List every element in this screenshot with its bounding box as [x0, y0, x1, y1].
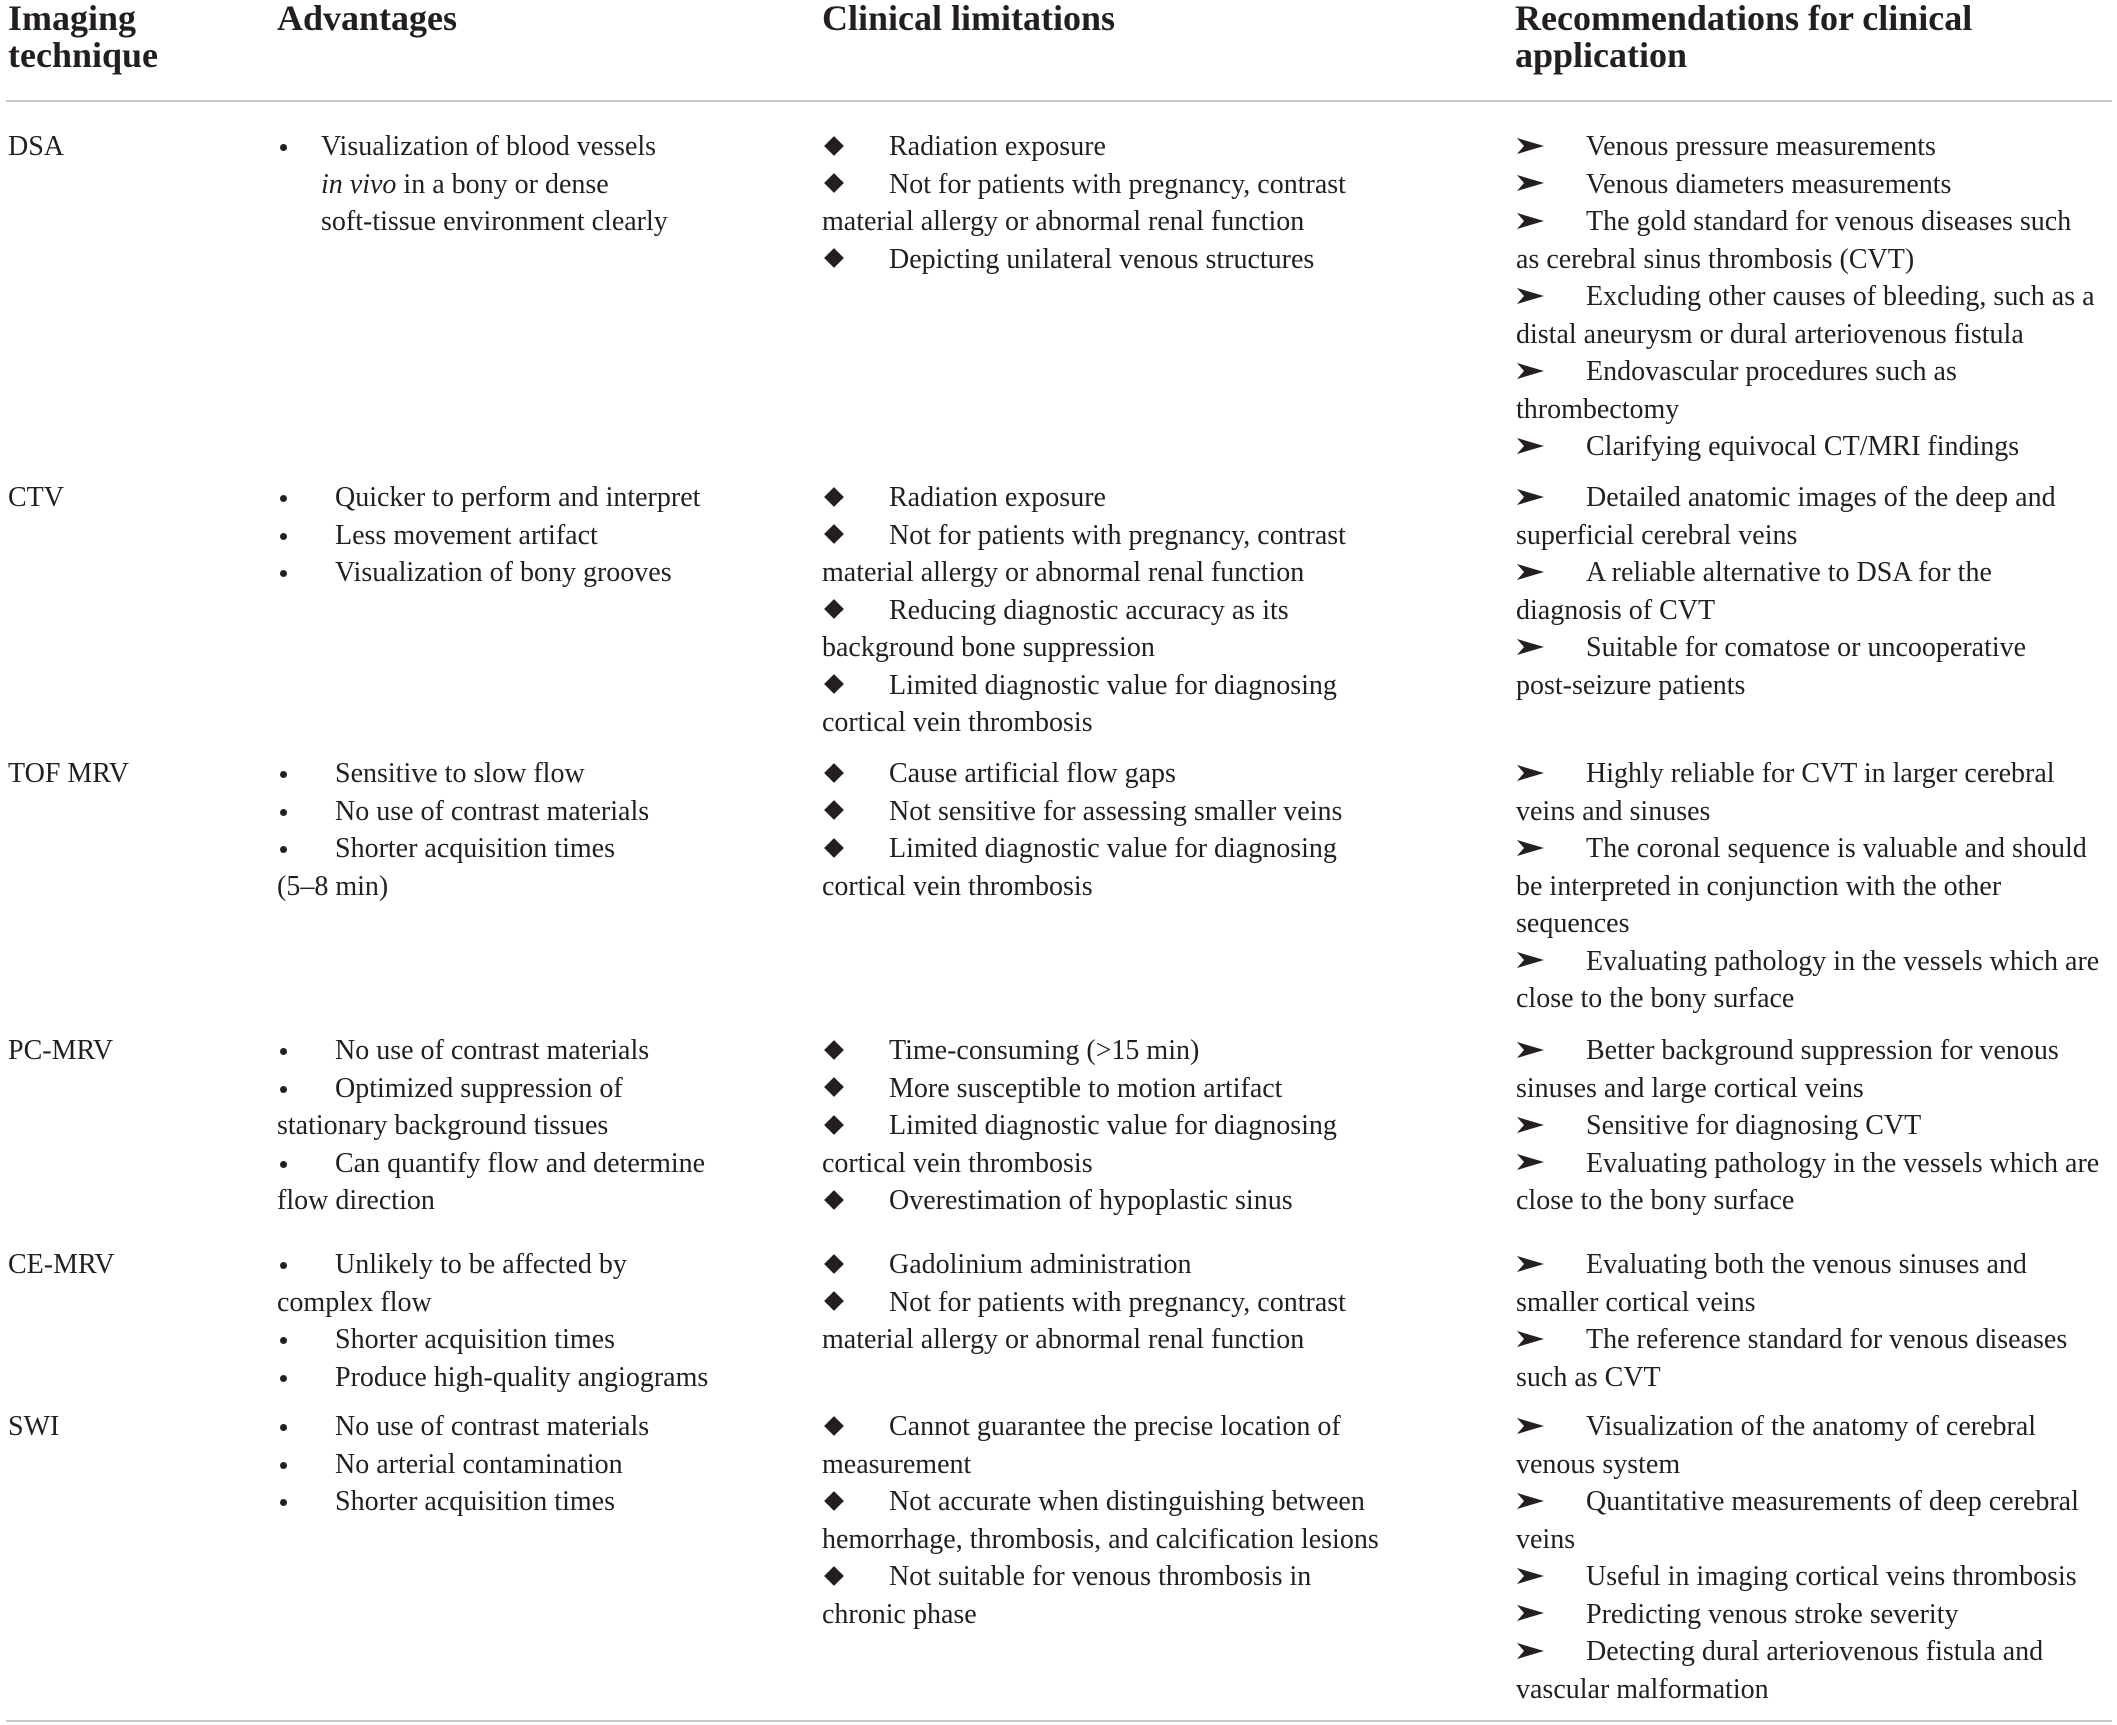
- recommendation-item: [1516, 428, 2114, 466]
- arrowhead-bullet-icon: [1516, 437, 1568, 455]
- advantage-item: [277, 1483, 777, 1521]
- recommendation-item-text: Venous pressure measurements: [1586, 131, 1936, 162]
- limitation-item: [822, 592, 1417, 630]
- limitation-item-text: cortical vein thrombosis: [822, 1147, 1093, 1179]
- recommendation-item-text: Detecting dural arteriovenous fistula and: [1586, 1636, 2044, 1667]
- recommendation-item-text: Sensitive for diagnosing CVT: [1586, 1110, 1922, 1141]
- row-limitations: [822, 128, 1417, 278]
- row-technique: DSA: [8, 131, 65, 162]
- limitation-item-text: Not accurate when distinguishing between: [889, 1486, 1365, 1517]
- limitation-item-continuation: [822, 629, 1417, 667]
- recommendation-item-continuation: [1516, 1446, 2114, 1484]
- bullet-dot-icon: [280, 809, 287, 816]
- limitation-item-text: Not for patients with pregnancy, contrast: [889, 519, 1346, 551]
- recommendation-item-text: such as CVT: [1516, 1361, 1661, 1393]
- recommendation-item: [1516, 1246, 2114, 1284]
- recommendation-item: [1516, 128, 2114, 166]
- recommendation-item: [1516, 1408, 2114, 1446]
- advantage-item-text: in a bony or dense: [396, 168, 609, 200]
- row-recommendations: [1516, 128, 2114, 466]
- row-limitations: [822, 1408, 1417, 1633]
- bullet-dot-icon: [280, 771, 287, 778]
- row-limitations: [822, 1032, 1417, 1220]
- limitation-item: [822, 830, 1417, 868]
- limitation-item-text: Time-consuming (>15 min): [889, 1035, 1200, 1066]
- advantage-item-text: Optimized suppression of: [335, 1072, 623, 1104]
- diamond-bullet-icon: [824, 1291, 844, 1311]
- row-advantages: [277, 128, 777, 241]
- limitation-item-continuation: [822, 554, 1417, 592]
- limitation-item: [822, 241, 1417, 279]
- advantage-item-text: Sensitive to slow flow: [335, 758, 585, 789]
- advantage-item-text: Visualization of blood vessels: [321, 131, 657, 162]
- recommendation-item: [1516, 943, 2114, 981]
- recommendation-item: [1516, 1558, 2114, 1596]
- recommendation-item: [1516, 203, 2114, 241]
- arrowhead-bullet-icon: [1516, 1567, 1568, 1585]
- recommendation-item: [1516, 1633, 2114, 1671]
- recommendation-item-continuation: [1516, 241, 2114, 279]
- recommendation-item-text: The gold standard for venous diseases such: [1586, 206, 2072, 237]
- advantage-item: [277, 1145, 777, 1183]
- arrowhead-bullet-icon: [1516, 1041, 1568, 1059]
- advantage-item-text: No arterial contamination: [335, 1448, 623, 1480]
- recommendation-item: [1516, 1321, 2114, 1359]
- bullet-dot-icon: [280, 144, 287, 151]
- arrowhead-bullet-icon: [1516, 1417, 1568, 1435]
- limitation-item-text: Not sensitive for assessing smaller veins: [889, 795, 1343, 827]
- arrowhead-bullet-icon: [1516, 488, 1568, 506]
- limitation-item-text: Radiation exposure: [889, 131, 1106, 162]
- limitation-item: [822, 1483, 1417, 1521]
- recommendation-item-text: close to the bony surface: [1516, 983, 1795, 1014]
- recommendation-item-text: sequences: [1516, 908, 1630, 939]
- header-imaging-technique: [8, 0, 248, 74]
- arrowhead-bullet-icon: [1516, 1492, 1568, 1510]
- diamond-bullet-icon: [824, 1040, 844, 1060]
- diamond-bullet-icon: [824, 1254, 844, 1274]
- recommendation-item: [1516, 479, 2114, 517]
- row-recommendations: [1516, 1408, 2114, 1708]
- header-advantages-label: Advantages: [277, 0, 458, 38]
- bullet-dot-icon: [280, 1337, 287, 1344]
- recommendation-item-text: The reference standard for venous diseases: [1586, 1324, 2068, 1355]
- advantage-item-continuation: [277, 203, 777, 241]
- recommendation-item-text: superficial cerebral veins: [1516, 519, 1798, 551]
- recommendation-item-text: Endovascular procedures such as: [1586, 356, 1957, 387]
- limitation-item-continuation: [822, 1446, 1417, 1484]
- limitation-item-text: Depicting unilateral venous structures: [889, 243, 1315, 275]
- recommendation-item-text: Useful in imaging cortical veins thrombosis: [1586, 1561, 2077, 1592]
- limitation-item: [822, 793, 1417, 831]
- advantage-item: [277, 517, 777, 555]
- recommendation-item-text: Quantitative measurements of deep cerebral: [1586, 1486, 2079, 1517]
- recommendation-item-continuation: [1516, 1284, 2114, 1322]
- recommendation-item-text: The coronal sequence is valuable and should: [1586, 833, 2087, 864]
- limitation-item-text: background bone suppression: [822, 632, 1155, 663]
- row-technique: PC-MRV: [8, 1035, 114, 1066]
- advantage-item-text: No use of contrast materials: [335, 795, 650, 827]
- limitation-item-continuation: [822, 704, 1417, 742]
- arrowhead-bullet-icon: [1516, 137, 1568, 155]
- arrowhead-bullet-icon: [1516, 1116, 1568, 1134]
- recommendation-item: [1516, 629, 2114, 667]
- recommendation-item-continuation: [1516, 391, 2114, 429]
- row-limitations: [822, 1246, 1417, 1359]
- advantage-item: [277, 830, 777, 868]
- advantage-item-text: Unlikely to be affected by: [335, 1249, 627, 1280]
- row-technique: SWI: [8, 1411, 60, 1442]
- recommendation-item-continuation: [1516, 316, 2114, 354]
- diamond-bullet-icon: [824, 248, 844, 268]
- recommendation-item-text: venous system: [1516, 1448, 1681, 1480]
- recommendation-item-continuation: [1516, 980, 2114, 1018]
- recommendation-item-text: as cerebral sinus thrombosis (CVT): [1516, 243, 1915, 275]
- limitation-item: [822, 1107, 1417, 1145]
- advantage-item-text: No use of contrast materials: [335, 1411, 650, 1442]
- recommendation-item: [1516, 1145, 2114, 1183]
- recommendation-item-text: thrombectomy: [1516, 393, 1680, 425]
- advantage-item: [277, 1408, 777, 1446]
- advantage-item-continuation: [277, 1107, 777, 1145]
- advantage-item: [277, 755, 777, 793]
- recommendation-item: [1516, 830, 2114, 868]
- limitation-item-text: material allergy or abnormal renal function: [822, 557, 1305, 588]
- advantage-item-text: complex flow: [277, 1286, 432, 1318]
- advantage-item: [277, 479, 777, 517]
- recommendation-item-text: Excluding other causes of bleeding, such as a: [1586, 281, 2095, 312]
- limitation-item: [822, 1284, 1417, 1322]
- arrowhead-bullet-icon: [1516, 287, 1568, 305]
- recommendation-item: [1516, 1107, 2114, 1145]
- advantage-item-text: stationary background tissues: [277, 1110, 609, 1141]
- recommendation-item: [1516, 755, 2114, 793]
- advantage-item: [277, 1032, 777, 1070]
- bullet-dot-icon: [280, 1161, 287, 1168]
- header-divider: [6, 100, 2112, 102]
- limitation-item-text: Not for patients with pregnancy, contrast: [889, 168, 1346, 200]
- recommendation-item-continuation: [1516, 1671, 2114, 1709]
- recommendation-item-text: Visualization of the anatomy of cerebral: [1586, 1411, 2037, 1442]
- limitation-item: [822, 517, 1417, 555]
- advantage-item-continuation: [277, 868, 777, 906]
- limitation-item: [822, 1070, 1417, 1108]
- recommendation-item-text: Highly reliable for CVT in larger cerebral: [1586, 758, 2055, 789]
- diamond-bullet-icon: [824, 524, 844, 544]
- advantage-item-text: (5–8 min): [277, 870, 389, 902]
- limitation-item-text: measurement: [822, 1448, 972, 1480]
- recommendation-item-text: Clarifying equivocal CT/MRI findings: [1586, 431, 2020, 462]
- recommendation-item-continuation: [1516, 1182, 2114, 1220]
- diamond-bullet-icon: [824, 173, 844, 193]
- advantage-item-text: Shorter acquisition times: [335, 833, 615, 864]
- recommendation-item-continuation: [1516, 868, 2114, 906]
- recommendation-item-text: be interpreted in conjunction with the other: [1516, 870, 2002, 902]
- limitation-item-continuation: [822, 203, 1417, 241]
- recommendation-item: [1516, 554, 2114, 592]
- advantage-item-text: Less movement artifact: [335, 519, 598, 551]
- limitation-item-text: cortical vein thrombosis: [822, 870, 1093, 902]
- advantage-item-italic-text: in vivo: [321, 168, 397, 200]
- arrowhead-bullet-icon: [1516, 951, 1568, 969]
- row-recommendations: [1516, 1032, 2114, 1220]
- advantage-item-continuation: [277, 166, 777, 204]
- bullet-dot-icon: [280, 1424, 287, 1431]
- recommendation-item-text: Evaluating pathology in the vessels which are: [1586, 1147, 2100, 1179]
- diamond-bullet-icon: [824, 1190, 844, 1210]
- header-clinical-limitations: [822, 0, 1482, 37]
- advantage-item: [277, 1359, 777, 1397]
- row-recommendations: [1516, 479, 2114, 704]
- limitation-item-text: Not for patients with pregnancy, contrast: [889, 1286, 1346, 1318]
- recommendation-item-continuation: [1516, 517, 2114, 555]
- limitation-item: [822, 755, 1417, 793]
- advantage-item-text: Shorter acquisition times: [335, 1486, 615, 1517]
- advantage-item: [277, 1070, 777, 1108]
- advantage-item: [277, 793, 777, 831]
- diamond-bullet-icon: [824, 1115, 844, 1135]
- row-recommendations: [1516, 1246, 2114, 1396]
- row-advantages: [277, 755, 777, 905]
- limitation-item-continuation: [822, 1145, 1417, 1183]
- limitation-item: [822, 1246, 1417, 1284]
- header-recommendations-line1: Recommendations for clinical: [1515, 0, 1973, 38]
- limitation-item: [822, 166, 1417, 204]
- recommendation-item: [1516, 353, 2114, 391]
- row-limitations: [822, 755, 1417, 905]
- advantage-item-text: flow direction: [277, 1185, 435, 1216]
- arrowhead-bullet-icon: [1516, 563, 1568, 581]
- advantage-item-text: soft-tissue environment clearly: [321, 206, 668, 237]
- recommendation-item-continuation: [1516, 1359, 2114, 1397]
- arrowhead-bullet-icon: [1516, 839, 1568, 857]
- limitation-item-continuation: [822, 1596, 1417, 1634]
- limitation-item-text: Limited diagnostic value for diagnosing: [889, 833, 1337, 864]
- diamond-bullet-icon: [824, 800, 844, 820]
- header-technique-line2: technique: [8, 35, 159, 75]
- limitation-item-text: Cause artificial flow gaps: [889, 758, 1176, 789]
- limitation-item-text: Not suitable for venous thrombosis in: [889, 1561, 1312, 1592]
- arrowhead-bullet-icon: [1516, 1153, 1568, 1171]
- limitation-item: [822, 667, 1417, 705]
- row-technique: TOF MRV: [8, 758, 129, 789]
- row-advantages: [277, 479, 777, 592]
- table-bottom-rule: [6, 1720, 2112, 1722]
- diamond-bullet-icon: [824, 674, 844, 694]
- arrowhead-bullet-icon: [1516, 1604, 1568, 1622]
- bullet-dot-icon: [280, 1375, 287, 1382]
- recommendation-item-continuation: [1516, 793, 2114, 831]
- limitation-item-text: Reducing diagnostic accuracy as its: [889, 594, 1289, 626]
- limitation-item: [822, 1032, 1417, 1070]
- row-advantages: [277, 1246, 777, 1396]
- recommendation-item: [1516, 1596, 2114, 1634]
- recommendation-item-continuation: [1516, 667, 2114, 705]
- arrowhead-bullet-icon: [1516, 1330, 1568, 1348]
- bullet-dot-icon: [280, 495, 287, 502]
- recommendation-item-text: veins and sinuses: [1516, 795, 1711, 827]
- bullet-dot-icon: [280, 1086, 287, 1093]
- recommendation-item-continuation: [1516, 905, 2114, 943]
- header-recommendations-line2: application: [1515, 35, 1688, 75]
- advantage-item: [277, 554, 777, 592]
- diamond-bullet-icon: [824, 838, 844, 858]
- limitation-item-text: material allergy or abnormal renal function: [822, 1324, 1305, 1355]
- advantage-item: [277, 128, 777, 166]
- diamond-bullet-icon: [824, 1077, 844, 1097]
- arrowhead-bullet-icon: [1516, 174, 1568, 192]
- advantage-item-text: Visualization of bony grooves: [335, 557, 672, 588]
- arrowhead-bullet-icon: [1516, 1642, 1568, 1660]
- limitation-item-continuation: [822, 1521, 1417, 1559]
- advantage-item: [277, 1246, 777, 1284]
- limitation-item-text: Radiation exposure: [889, 482, 1106, 513]
- limitation-item-text: Overestimation of hypoplastic sinus: [889, 1185, 1293, 1216]
- recommendation-item-continuation: [1516, 1521, 2114, 1559]
- limitation-item-continuation: [822, 1321, 1417, 1359]
- limitation-item-text: chronic phase: [822, 1598, 977, 1630]
- recommendation-item-text: diagnosis of CVT: [1516, 594, 1716, 626]
- recommendation-item: [1516, 278, 2114, 316]
- limitation-item: [822, 1408, 1417, 1446]
- advantage-item-text: Quicker to perform and interpret: [335, 482, 701, 513]
- row-advantages: [277, 1032, 777, 1220]
- recommendation-item-text: smaller cortical veins: [1516, 1286, 1756, 1318]
- limitation-item: [822, 479, 1417, 517]
- advantage-item-text: Shorter acquisition times: [335, 1324, 615, 1355]
- diamond-bullet-icon: [824, 487, 844, 507]
- limitation-item-text: cortical vein thrombosis: [822, 707, 1093, 738]
- limitation-item-continuation: [822, 868, 1417, 906]
- recommendation-item-text: Suitable for comatose or uncooperative: [1586, 632, 2027, 663]
- advantage-item-continuation: [277, 1284, 777, 1322]
- bullet-dot-icon: [280, 1462, 287, 1469]
- recommendation-item-text: Venous diameters measurements: [1586, 168, 1952, 200]
- advantage-item-continuation: [277, 1182, 777, 1220]
- row-advantages: [277, 1408, 777, 1521]
- recommendation-item-text: post-seizure patients: [1516, 669, 1746, 701]
- limitation-item: [822, 1182, 1417, 1220]
- bullet-dot-icon: [280, 1048, 287, 1055]
- limitation-item-text: Cannot guarantee the precise location of: [889, 1411, 1341, 1442]
- advantage-item-text: Produce high-quality angiograms: [335, 1361, 709, 1393]
- arrowhead-bullet-icon: [1516, 1255, 1568, 1273]
- recommendation-item-text: Evaluating both the venous sinuses and: [1586, 1249, 2027, 1280]
- arrowhead-bullet-icon: [1516, 764, 1568, 782]
- header-advantages: [277, 0, 777, 37]
- limitation-item-text: Limited diagnostic value for diagnosing: [889, 1110, 1337, 1141]
- bullet-dot-icon: [280, 570, 287, 577]
- recommendation-item-text: close to the bony surface: [1516, 1185, 1795, 1216]
- recommendation-item-text: vascular malformation: [1516, 1673, 1769, 1705]
- bullet-dot-icon: [280, 846, 287, 853]
- advantage-item-text: Can quantify flow and determine: [335, 1147, 706, 1179]
- diamond-bullet-icon: [824, 1566, 844, 1586]
- row-technique: CTV: [8, 482, 64, 513]
- recommendation-item-text: veins: [1516, 1523, 1576, 1555]
- recommendation-item-text: Predicting venous stroke severity: [1586, 1598, 1959, 1630]
- row-technique: CE-MRV: [8, 1249, 115, 1280]
- arrowhead-bullet-icon: [1516, 638, 1568, 656]
- diamond-bullet-icon: [824, 1491, 844, 1511]
- recommendation-item-text: Evaluating pathology in the vessels which are: [1586, 945, 2100, 977]
- row-limitations: [822, 479, 1417, 742]
- limitation-item: [822, 128, 1417, 166]
- limitation-item-text: hemorrhage, thrombosis, and calcification lesions: [822, 1523, 1379, 1555]
- recommendation-item-continuation: [1516, 592, 2114, 630]
- recommendation-item-continuation: [1516, 1070, 2114, 1108]
- advantage-item-text: No use of contrast materials: [335, 1035, 650, 1066]
- header-technique-line1: Imaging: [8, 0, 137, 38]
- limitation-item-text: More susceptible to motion artifact: [889, 1072, 1283, 1104]
- bullet-dot-icon: [280, 533, 287, 540]
- diamond-bullet-icon: [824, 599, 844, 619]
- recommendation-item-text: Detailed anatomic images of the deep and: [1586, 482, 2056, 513]
- advantage-item: [277, 1446, 777, 1484]
- recommendation-item-text: Better background suppression for venous: [1586, 1035, 2059, 1066]
- limitation-item: [822, 1558, 1417, 1596]
- bullet-dot-icon: [280, 1499, 287, 1506]
- recommendation-item-text: distal aneurysm or dural arteriovenous fistula: [1516, 318, 2024, 350]
- arrowhead-bullet-icon: [1516, 362, 1568, 380]
- advantage-item: [277, 1321, 777, 1359]
- recommendation-item: [1516, 1032, 2114, 1070]
- recommendation-item: [1516, 166, 2114, 204]
- recommendation-item-text: A reliable alternative to DSA for the: [1586, 557, 1992, 588]
- diamond-bullet-icon: [824, 763, 844, 783]
- limitation-item-text: Limited diagnostic value for diagnosing: [889, 669, 1337, 701]
- bullet-dot-icon: [280, 1262, 287, 1269]
- recommendation-item-text: sinuses and large cortical veins: [1516, 1072, 1864, 1104]
- header-limitations-label: Clinical limitations: [822, 0, 1116, 38]
- recommendation-item: [1516, 1483, 2114, 1521]
- arrowhead-bullet-icon: [1516, 212, 1568, 230]
- header-recommendations: [1515, 0, 2115, 74]
- row-recommendations: [1516, 755, 2114, 1018]
- diamond-bullet-icon: [824, 1416, 844, 1436]
- limitation-item-text: Gadolinium administration: [889, 1249, 1192, 1280]
- diamond-bullet-icon: [824, 136, 844, 156]
- limitation-item-text: material allergy or abnormal renal function: [822, 206, 1305, 237]
